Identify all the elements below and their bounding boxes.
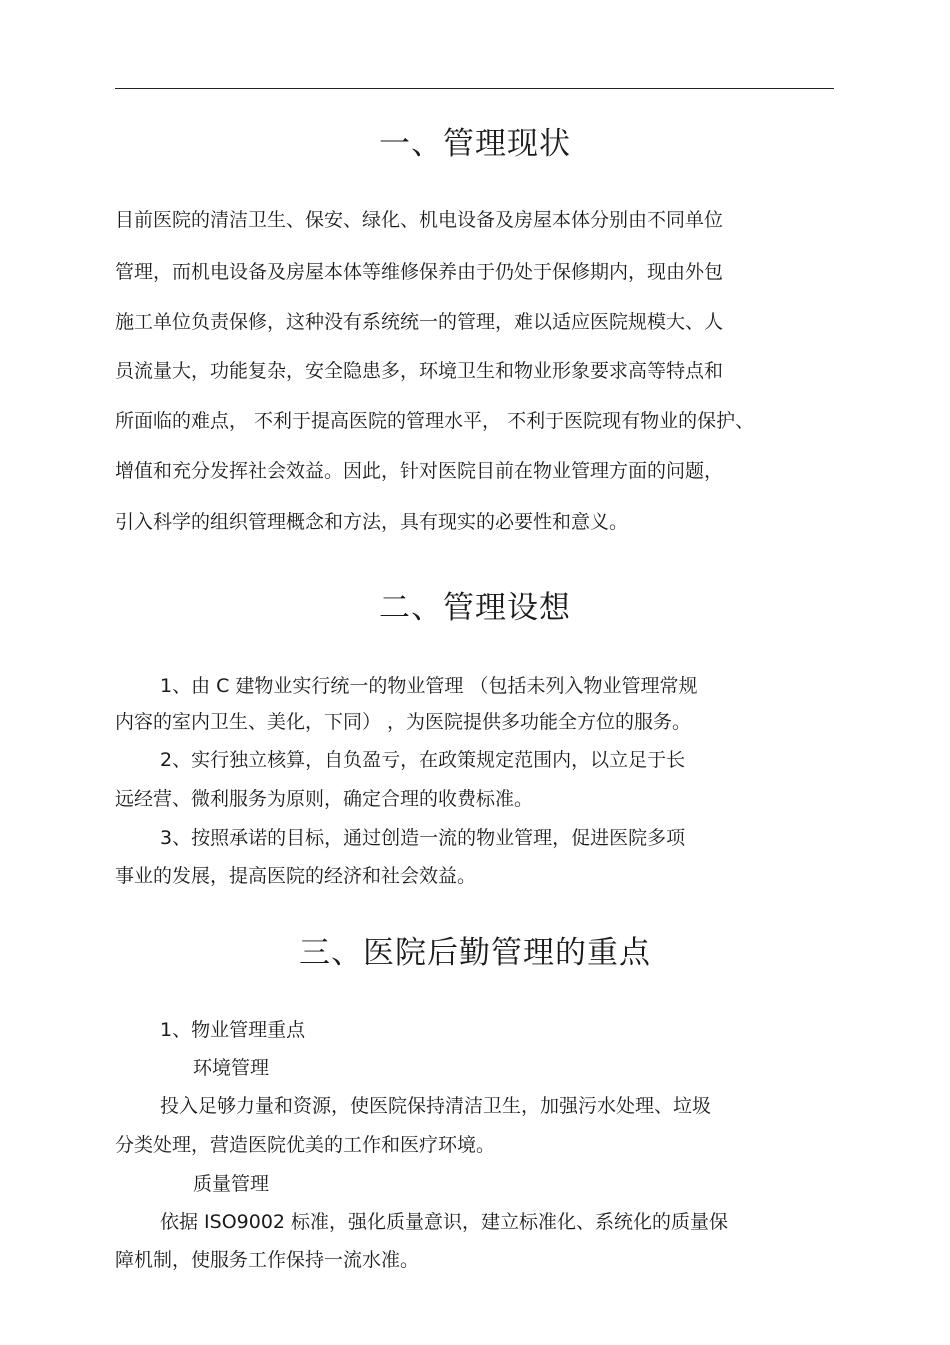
- paragraph-line: 目前医院的清洁卫生、保安、绿化、机电设备及房屋本体分别由不同单位: [115, 209, 724, 231]
- section-3-heading: 三、医院后勤管理的重点: [299, 935, 651, 971]
- subsection-subtitle: 质量管理: [193, 1173, 270, 1195]
- list-item-line: 远经营、微利服务为原则，确定合理的收费标准。: [115, 788, 534, 810]
- list-item-line: 1、由 C 建物业实行统一的物业管理 （包括未列入物业管理常规: [160, 675, 698, 697]
- paragraph-line: 分类处理，营造医院优美的工作和医疗环境。: [115, 1134, 496, 1156]
- paragraph-line: 投入足够力量和资源，使医院保持清洁卫生，加强污水处理、垃圾: [160, 1095, 712, 1117]
- subsection-title: 1、物业管理重点: [160, 1019, 306, 1041]
- subsection-subtitle: 环境管理: [193, 1057, 270, 1079]
- section-2-heading: 二、管理设想: [379, 590, 571, 626]
- paragraph-line: 施工单位负责保修，这种没有系统统一的管理，难以适应医院规模大、人: [115, 311, 724, 333]
- list-item-line: 2、实行独立核算，自负盈亏，在政策规定范围内，以立足于长: [160, 749, 686, 771]
- paragraph-line: 依据 ISO9002 标准，强化质量意识，建立标准化、系统化的质量保: [160, 1211, 729, 1233]
- paragraph-line: 增值和充分发挥社会效益。因此，针对医院目前在物业管理方面的问题，: [115, 460, 724, 482]
- list-item-line: 事业的发展，提高医院的经济和社会效益。: [115, 865, 477, 887]
- top-rule: [115, 88, 834, 89]
- paragraph-line: 障机制，使服务工作保持一流水准。: [115, 1249, 420, 1271]
- list-item-line: 3、按照承诺的目标，通过创造一流的物业管理，促进医院多项: [160, 827, 686, 849]
- list-item-line: 内容的室内卫生、美化，下同） ，为医院提供多功能全方位的服务。: [115, 711, 692, 733]
- paragraph-line: 管理，而机电设备及房屋本体等维修保养由于仍处于保修期内，现由外包: [115, 261, 724, 283]
- paragraph-line: 所面临的难点， 不利于提高医院的管理水平， 不利于医院现有物业的保护、: [115, 410, 755, 432]
- paragraph-line: 员流量大，功能复杂，安全隐患多，环境卫生和物业形象要求高等特点和: [115, 360, 724, 382]
- section-1-heading: 一、管理现状: [379, 126, 571, 162]
- paragraph-line: 引入科学的组织管理概念和方法，具有现实的必要性和意义。: [115, 511, 629, 533]
